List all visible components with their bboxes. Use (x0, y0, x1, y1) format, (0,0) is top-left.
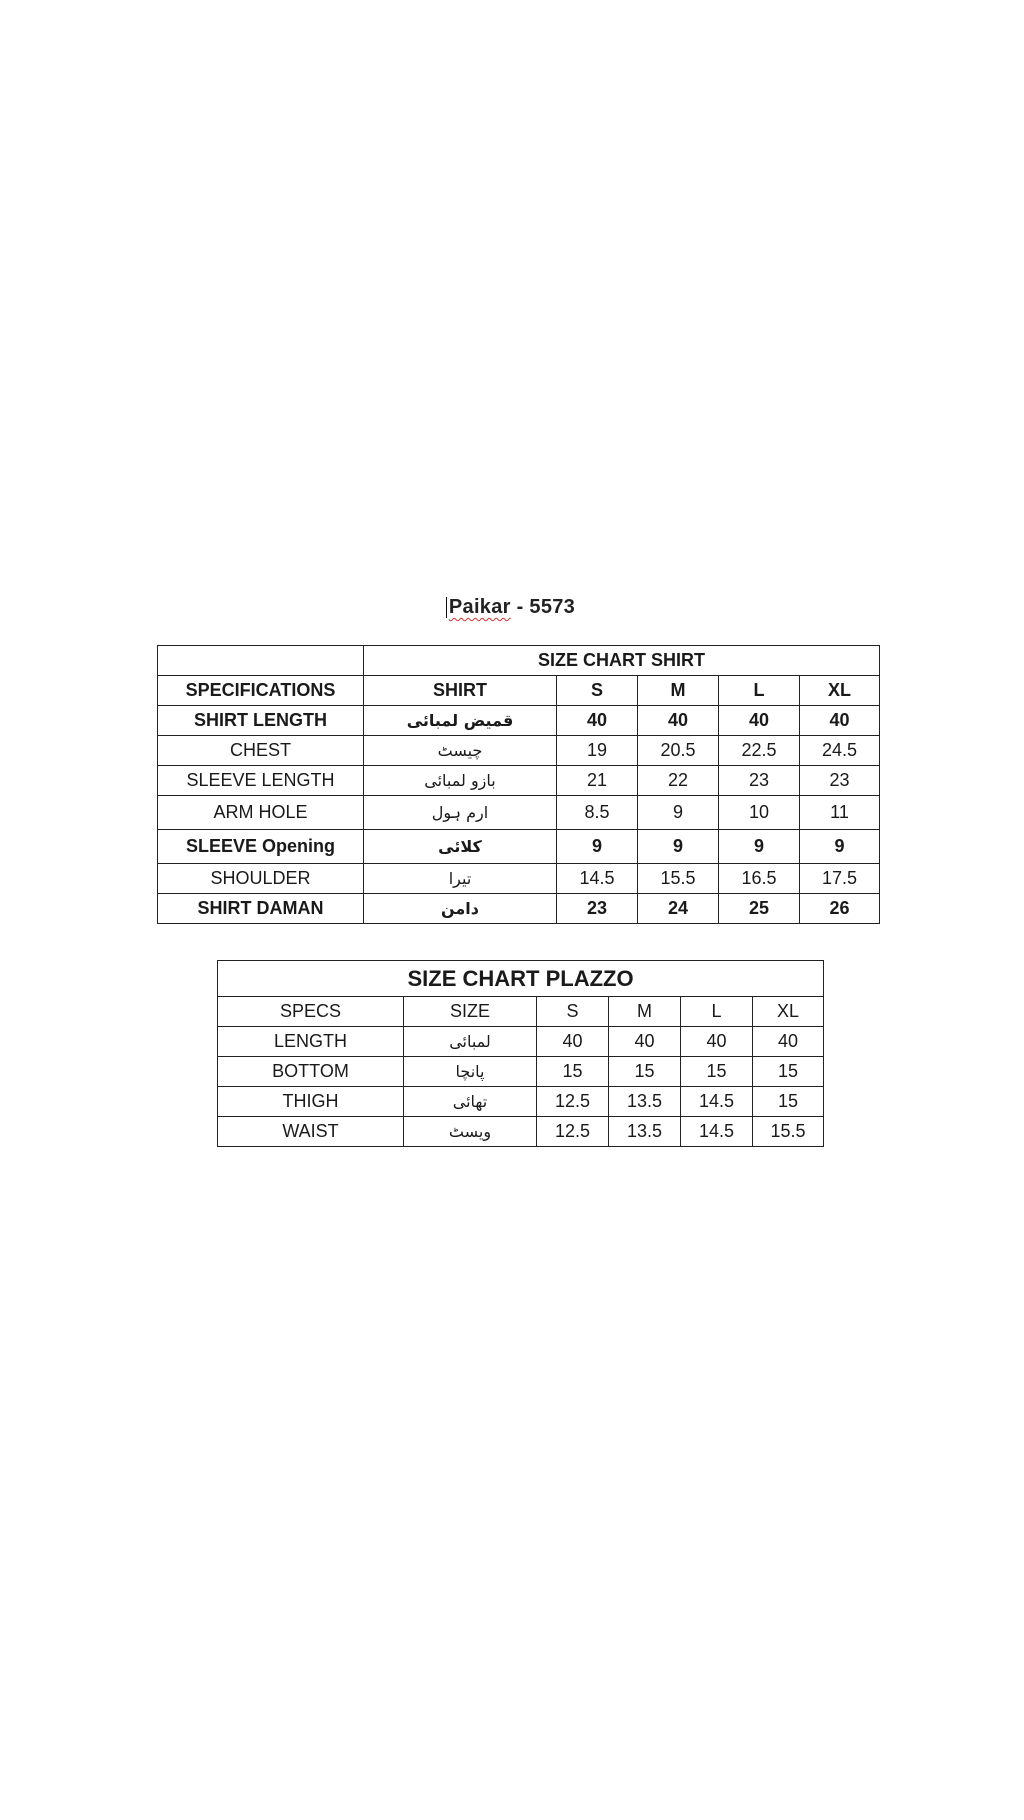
blank-corner-cell (158, 646, 364, 676)
table-row (218, 1087, 824, 1117)
plazzo-header-row (218, 997, 824, 1027)
column-header: M (609, 997, 681, 1027)
plazzo-chart-title: SIZE CHART PLAZZO (218, 961, 824, 997)
spec-cell: BOTTOM (218, 1057, 404, 1087)
table-row (158, 736, 880, 766)
urdu-label-cell: تیرا (364, 864, 557, 894)
size-l-cell: 14.5 (681, 1117, 753, 1147)
size-s-cell: 21 (557, 766, 638, 796)
size-l-cell: 25 (719, 894, 800, 924)
size-xl-cell: 15 (753, 1057, 824, 1087)
table-row (218, 1027, 824, 1057)
size-s-cell: 12.5 (537, 1117, 609, 1147)
size-s-cell: 40 (537, 1027, 609, 1057)
spec-cell: SLEEVE LENGTH (158, 766, 364, 796)
column-header: SHIRT (364, 676, 557, 706)
column-header: SPECS (218, 997, 404, 1027)
size-l-cell: 22.5 (719, 736, 800, 766)
urdu-label-cell: چیسٹ (364, 736, 557, 766)
urdu-label-cell: لمبائی (404, 1027, 537, 1057)
urdu-label-cell: پانچا (404, 1057, 537, 1087)
column-header: L (719, 676, 800, 706)
size-m-cell: 22 (638, 766, 719, 796)
size-l-cell: 9 (719, 830, 800, 864)
size-l-cell: 15 (681, 1057, 753, 1087)
size-s-cell: 12.5 (537, 1087, 609, 1117)
spec-cell: SHIRT DAMAN (158, 894, 364, 924)
size-l-cell: 14.5 (681, 1087, 753, 1117)
shirt-title-row (158, 646, 880, 676)
size-m-cell: 15.5 (638, 864, 719, 894)
column-header: XL (800, 676, 880, 706)
shirt-size-chart-table (157, 645, 880, 924)
size-xl-cell: 17.5 (800, 864, 880, 894)
size-xl-cell: 15 (753, 1087, 824, 1117)
brand-name: Paikar (448, 596, 511, 618)
size-s-cell: 9 (557, 830, 638, 864)
spec-cell: SHIRT LENGTH (158, 706, 364, 736)
size-m-cell: 40 (609, 1027, 681, 1057)
size-xl-cell: 40 (800, 706, 880, 736)
column-header: L (681, 997, 753, 1027)
size-xl-cell: 15.5 (753, 1117, 824, 1147)
size-l-cell: 40 (719, 706, 800, 736)
size-xl-cell: 11 (800, 796, 880, 830)
spec-cell: WAIST (218, 1117, 404, 1147)
size-m-cell: 9 (638, 796, 719, 830)
size-xl-cell: 23 (800, 766, 880, 796)
size-m-cell: 13.5 (609, 1117, 681, 1147)
plazzo-size-chart-table (217, 960, 824, 1147)
size-s-cell: 40 (557, 706, 638, 736)
table-row (158, 796, 880, 830)
size-s-cell: 19 (557, 736, 638, 766)
size-xl-cell: 9 (800, 830, 880, 864)
spec-cell: LENGTH (218, 1027, 404, 1057)
shirt-chart-title: SIZE CHART SHIRT (364, 646, 880, 676)
size-m-cell: 9 (638, 830, 719, 864)
urdu-label-cell: تھائی (404, 1087, 537, 1117)
column-header: S (537, 997, 609, 1027)
table-row (218, 1057, 824, 1087)
spec-cell: SLEEVE Opening (158, 830, 364, 864)
urdu-label-cell: کلائی (364, 830, 557, 864)
column-header: M (638, 676, 719, 706)
shirt-header-row (158, 676, 880, 706)
urdu-label-cell: دامن (364, 894, 557, 924)
page-title (0, 596, 1024, 619)
size-l-cell: 10 (719, 796, 800, 830)
table-row (158, 706, 880, 736)
size-m-cell: 40 (638, 706, 719, 736)
column-header: XL (753, 997, 824, 1027)
table-row (158, 766, 880, 796)
size-s-cell: 14.5 (557, 864, 638, 894)
spec-cell: CHEST (158, 736, 364, 766)
size-l-cell: 16.5 (719, 864, 800, 894)
table-row (218, 1117, 824, 1147)
product-code: - 5573 (510, 596, 576, 618)
table-row (158, 894, 880, 924)
size-xl-cell: 40 (753, 1027, 824, 1057)
spec-cell: THIGH (218, 1087, 404, 1117)
size-m-cell: 13.5 (609, 1087, 681, 1117)
urdu-label-cell: ارم ہول (364, 796, 557, 830)
size-m-cell: 15 (609, 1057, 681, 1087)
column-header: SIZE (404, 997, 537, 1027)
urdu-label-cell: ویسٹ (404, 1117, 537, 1147)
size-xl-cell: 24.5 (800, 736, 880, 766)
size-s-cell: 15 (537, 1057, 609, 1087)
urdu-label-cell: قمیض لمبائی (364, 706, 557, 736)
size-m-cell: 24 (638, 894, 719, 924)
plazzo-title-row (218, 961, 824, 997)
table-row (158, 864, 880, 894)
urdu-label-cell: بازو لمبائی (364, 766, 557, 796)
column-header: SPECIFICATIONS (158, 676, 364, 706)
size-xl-cell: 26 (800, 894, 880, 924)
size-m-cell: 20.5 (638, 736, 719, 766)
table-row (158, 830, 880, 864)
size-s-cell: 23 (557, 894, 638, 924)
column-header: S (557, 676, 638, 706)
size-l-cell: 23 (719, 766, 800, 796)
spec-cell: SHOULDER (158, 864, 364, 894)
size-l-cell: 40 (681, 1027, 753, 1057)
spec-cell: ARM HOLE (158, 796, 364, 830)
size-s-cell: 8.5 (557, 796, 638, 830)
